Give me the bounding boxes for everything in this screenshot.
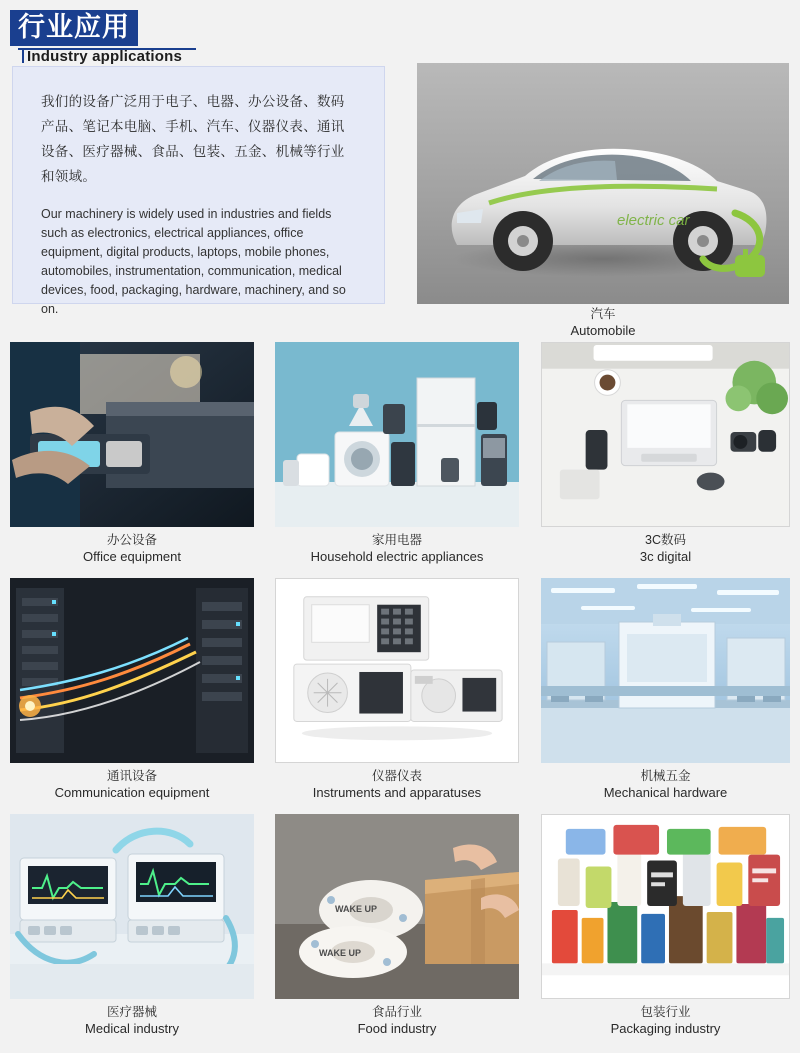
svg-text:WAKE UP: WAKE UP	[335, 904, 378, 914]
item-3c-digital	[541, 342, 790, 565]
item-household-appliances	[275, 342, 519, 565]
food-industry-caption-cn: 食品行业	[371, 1005, 422, 1019]
server-network-image	[10, 578, 254, 763]
svg-text:WAKE UP: WAKE UP	[319, 948, 362, 958]
household-appliances-caption-cn: 家用电器	[371, 533, 422, 547]
intro-text-en: Our machinery is widely used in industries and fields such as electronics, electrical appliances, office equipment, digital products, laptops, mobile phones, automobiles, instrumentation, communication, medical devices, food, packaging, hardware, machinery, and so on.	[41, 207, 346, 316]
communication-equipment-caption-cn: 通讯设备	[106, 769, 157, 783]
page-title-cn: 行业应用	[10, 10, 138, 46]
packaged-goods-image	[541, 814, 790, 999]
packaging-industry-caption-cn: 包装行业	[640, 1005, 691, 1019]
item-medical-industry	[10, 814, 254, 1037]
household-appliances-caption	[275, 532, 519, 565]
mechanical-hardware-caption-en: Mechanical hardware	[603, 785, 728, 800]
factory-machinery-image	[541, 578, 790, 763]
packing-tape-image	[275, 814, 519, 999]
medical-industry-caption-cn: 医疗器械	[106, 1005, 157, 1019]
medical-industry-caption-en: Medical industry	[85, 1021, 179, 1036]
instruments-caption-en: Instruments and apparatuses	[312, 785, 482, 800]
food-industry-caption	[275, 1004, 519, 1037]
automobile-image	[417, 63, 789, 304]
office-equipment-caption-en: Office equipment	[82, 549, 182, 564]
3c-digital-caption-cn: 3C数码	[645, 533, 686, 547]
item-communication-equipment	[10, 578, 254, 801]
item-food-industry	[275, 814, 519, 1037]
intro-panel	[12, 66, 385, 316]
packaging-industry-caption-en: Packaging industry	[610, 1021, 721, 1036]
page-title-en	[22, 48, 182, 65]
automobile-caption-cn: 汽车	[590, 307, 616, 321]
page-header	[10, 10, 370, 65]
office-equipment-caption-cn: 办公设备	[106, 533, 157, 547]
mechanical-hardware-caption	[541, 768, 790, 801]
office-printer-image	[10, 342, 254, 527]
instruments-caption-cn: 仪器仪表	[371, 769, 422, 783]
instruments-caption	[275, 768, 519, 801]
intro-text-cn: 我们的设备广泛用于电子、电器、办公设备、数码产品、笔记本电脑、手机、汽车、仪器仪表、通讯设备、医疗器械、食品、包装、五金、机械等行业和领域。	[41, 94, 345, 184]
medical-industry-caption	[10, 1004, 254, 1037]
item-packaging-industry	[541, 814, 790, 1037]
mechanical-hardware-caption-cn: 机械五金	[640, 769, 691, 783]
3c-digital-caption-en: 3c digital	[639, 549, 692, 564]
item-instruments	[275, 578, 519, 801]
lab-instruments-image	[275, 578, 519, 763]
automobile-caption-en: Automobile	[570, 323, 636, 338]
medical-monitors-image	[10, 814, 254, 999]
item-mechanical-hardware	[541, 578, 790, 801]
household-appliances-caption-en: Household electric appliances	[310, 549, 484, 564]
item-office-equipment	[10, 342, 254, 565]
home-appliances-image	[275, 342, 519, 527]
communication-equipment-caption-en: Communication equipment	[54, 785, 210, 800]
communication-equipment-caption	[10, 768, 254, 801]
automobile-caption	[417, 306, 789, 339]
laptop-desk-image	[541, 342, 790, 527]
3c-digital-caption	[541, 532, 790, 565]
food-industry-caption-en: Food industry	[357, 1021, 437, 1036]
page-title-en-text: Industry applications	[27, 48, 183, 65]
office-equipment-caption	[10, 532, 254, 565]
packaging-industry-caption	[541, 1004, 790, 1037]
svg-text:electric car: electric car	[617, 212, 690, 229]
title-accent-bar	[22, 50, 24, 63]
